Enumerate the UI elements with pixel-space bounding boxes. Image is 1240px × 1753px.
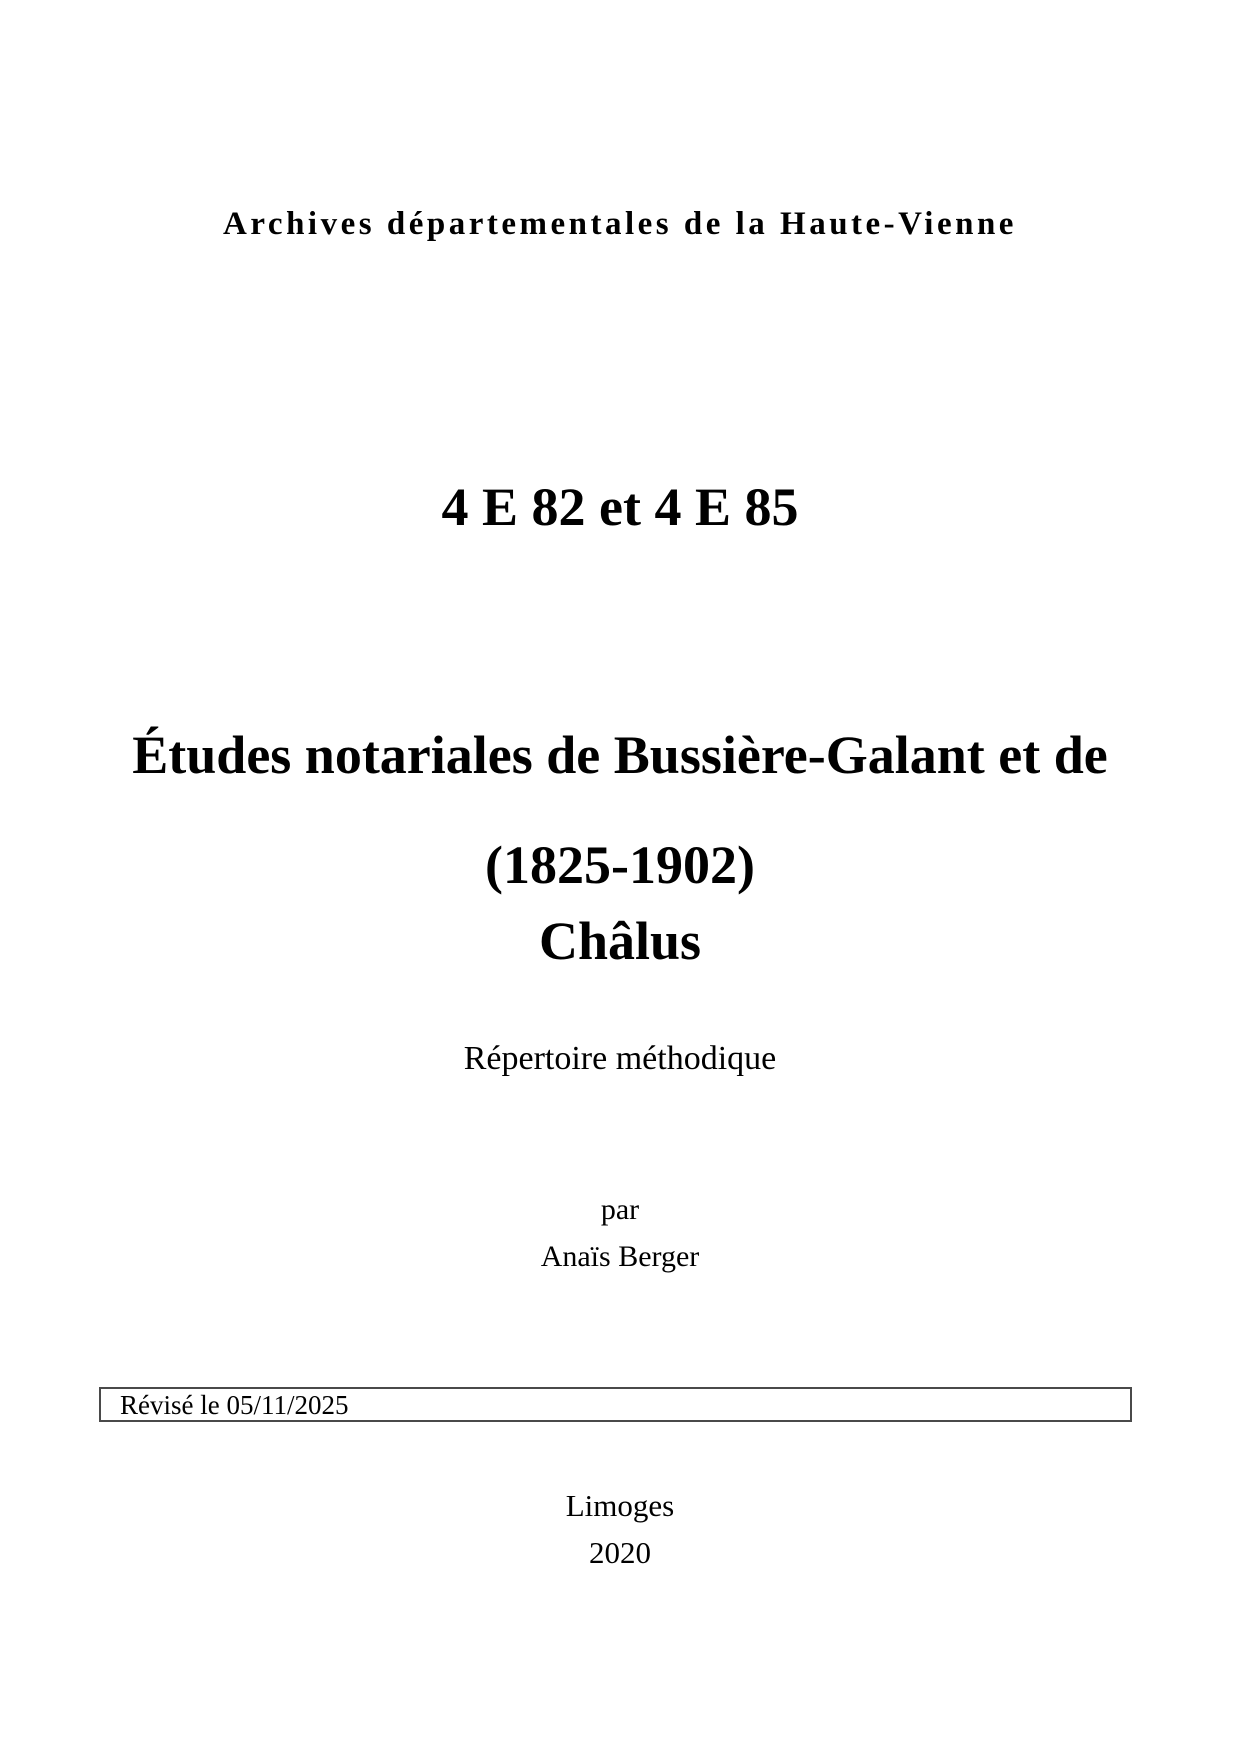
byline: par xyxy=(600,1193,640,1226)
revision-box xyxy=(99,1387,1132,1422)
date-range: (1825-1902) xyxy=(485,835,755,895)
reference-code: 4 E 82 et 4 E 85 xyxy=(441,477,799,537)
revision-note: Révisé le 05/11/2025 xyxy=(120,1390,349,1420)
publication-place: Limoges xyxy=(565,1488,675,1523)
publication-year: 2020 xyxy=(589,1535,651,1570)
institution-heading: Archives départementales de la Haute-Vienne xyxy=(223,206,1017,242)
document-title-line1: Études notariales de Bussière-Galant et de xyxy=(132,725,1108,785)
document-title-line2: Châlus xyxy=(538,911,702,971)
subtitle: Répertoire méthodique xyxy=(463,1040,777,1077)
author-name: Anaïs Berger xyxy=(540,1240,700,1273)
